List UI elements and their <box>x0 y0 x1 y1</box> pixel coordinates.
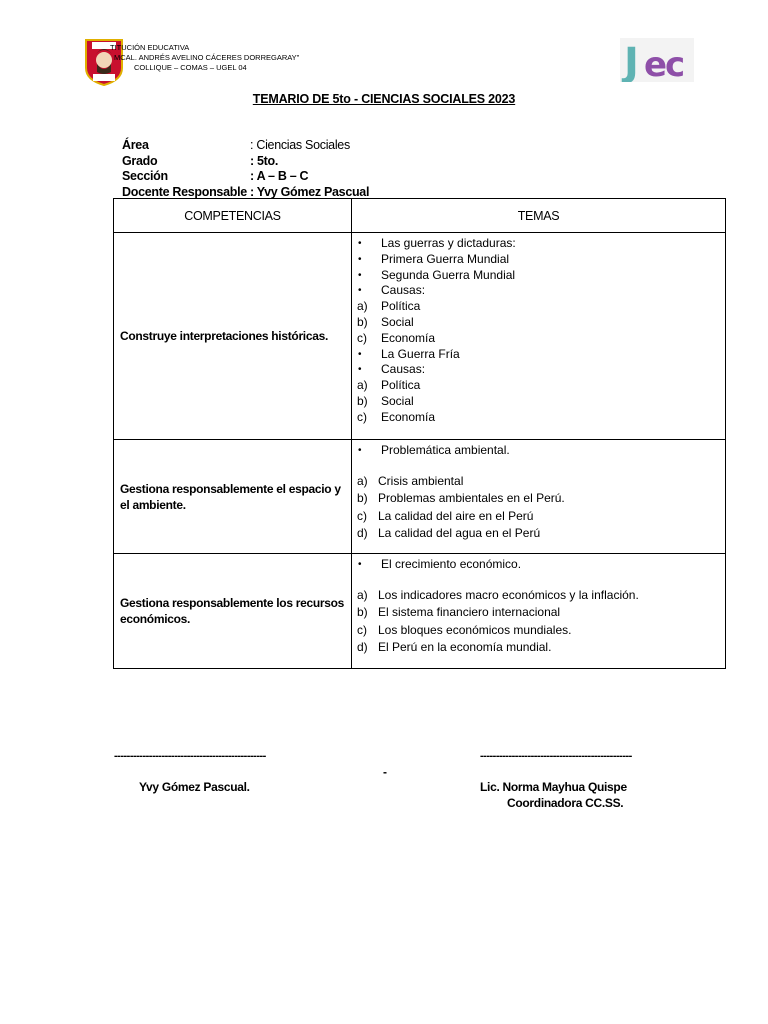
info-value: : Ciencias Sociales <box>250 138 350 152</box>
list-text: El Perú en la economía mundial. <box>378 640 552 655</box>
list-text: La calidad del aire en el Perú <box>378 508 534 523</box>
list-marker: d) <box>357 640 368 655</box>
document-title: TEMARIO DE 5to - CIENCIAS SOCIALES 2023 <box>252 92 516 106</box>
signature-line-right: ------------------------------------------------ <box>480 750 632 762</box>
list-text: Segunda Guerra Mundial <box>381 267 516 282</box>
signature-right-role: Coordinadora CC.SS. <box>507 796 624 810</box>
list-text: Economía <box>381 409 436 424</box>
list-item <box>352 639 725 657</box>
list-text: Política <box>381 299 421 314</box>
list-marker: b) <box>357 605 368 620</box>
competencia-cell: Gestiona responsablemente el espacio y el ambiente. <box>114 440 352 554</box>
list-marker: a) <box>357 587 368 602</box>
list-text: Social <box>381 393 414 408</box>
table-row <box>114 440 726 554</box>
list-item <box>352 473 725 491</box>
signature-line-left: ------------------------------------------------ <box>114 750 266 762</box>
list-item <box>352 622 725 640</box>
table-header-row <box>114 199 726 233</box>
list-item <box>352 490 725 508</box>
list-text: Crisis ambiental <box>378 473 464 488</box>
list-marker: • <box>358 364 362 376</box>
list-text: Social <box>381 314 414 329</box>
info-label: Sección <box>122 169 168 183</box>
list-text: Problemática ambiental. <box>381 443 510 457</box>
temas-cell <box>352 440 726 554</box>
list-item <box>352 283 725 299</box>
list-marker: • <box>358 559 362 570</box>
info-value: : 5to. <box>250 153 279 168</box>
list-item <box>352 362 725 378</box>
list-item <box>352 331 725 347</box>
info-label: Grado <box>122 153 158 168</box>
jec-logo <box>620 38 694 82</box>
competencia-cell: Construye interpretaciones históricas. <box>114 233 352 440</box>
list-item <box>352 236 725 252</box>
header-competencias: COMPETENCIAS <box>114 199 352 233</box>
list-text: Política <box>381 378 421 393</box>
list-text: Economía <box>381 330 436 345</box>
list-marker: • <box>358 253 362 265</box>
list-marker: a) <box>357 378 368 393</box>
list-item <box>352 604 725 622</box>
list-text: Causas: <box>381 362 426 377</box>
list-item <box>352 587 725 605</box>
list-text: Primera Guerra Mundial <box>381 251 510 266</box>
school-name-block <box>110 43 299 73</box>
list-item <box>352 394 725 410</box>
list-marker: • <box>358 445 362 456</box>
school-line-3: COLLIQUE – COMAS – UGEL 04 <box>134 63 247 72</box>
list-marker: b) <box>357 393 368 408</box>
list-item <box>352 557 725 573</box>
table-row <box>114 233 726 440</box>
list-item <box>352 525 725 543</box>
list-item <box>352 508 725 526</box>
list-item <box>352 410 725 426</box>
signature-left-name: Yvy Gómez Pascual. <box>139 780 250 794</box>
list-marker: b) <box>357 314 368 329</box>
list-text: La Guerra Fría <box>381 346 460 361</box>
list-marker: • <box>358 238 362 249</box>
list-item <box>352 268 725 284</box>
list-marker: c) <box>357 409 367 424</box>
svg-text:J: J <box>624 40 637 82</box>
table-row <box>114 554 726 669</box>
list-text: El sistema financiero internacional <box>378 605 561 620</box>
list-text: La calidad del agua en el Perú <box>378 526 541 541</box>
school-line-2: MCAL. ANDRÉS AVELINO CÁCERES DORREGARAY" <box>114 53 300 62</box>
list-text: Las guerras y dictaduras: <box>381 236 516 250</box>
list-text: Causas: <box>381 283 426 298</box>
list-item <box>352 299 725 315</box>
list-text: Problemas ambientales en el Perú. <box>378 491 565 506</box>
list-item <box>352 347 725 363</box>
list-marker: c) <box>357 622 367 637</box>
list-marker: • <box>358 348 362 360</box>
list-text: Los indicadores macro económicos y la inflación. <box>378 587 639 602</box>
list-marker: • <box>358 285 362 297</box>
list-item <box>352 315 725 331</box>
info-value: : A – B – C <box>250 169 309 183</box>
list-item <box>352 252 725 268</box>
list-marker: a) <box>357 473 368 488</box>
signature-center-dash: - <box>383 765 387 779</box>
info-value: : Yvy Gómez Pascual <box>250 184 370 199</box>
list-marker: a) <box>357 299 368 314</box>
list-text: El crecimiento económico. <box>381 557 522 571</box>
header-temas: TEMAS <box>352 199 726 233</box>
topics-table <box>113 198 726 669</box>
info-label: Docente Responsable <box>122 184 247 199</box>
list-text: Los bloques económicos mundiales. <box>378 622 572 637</box>
list-marker: • <box>358 269 362 281</box>
info-label: Área <box>122 138 149 152</box>
signature-right-name: Lic. Norma Mayhua Quispe <box>480 780 627 794</box>
list-marker: c) <box>357 508 367 523</box>
list-item <box>352 378 725 394</box>
temas-cell <box>352 233 726 440</box>
list-marker: b) <box>357 491 368 506</box>
svg-text:ec: ec <box>644 45 684 82</box>
list-marker: c) <box>357 330 367 345</box>
temas-cell <box>352 554 726 669</box>
list-marker: d) <box>357 526 368 541</box>
list-item <box>352 443 725 459</box>
competencia-cell: Gestiona responsablemente los recursos económicos. <box>114 554 352 669</box>
school-line-1: TITUCIÓN EDUCATIVA <box>110 43 190 52</box>
